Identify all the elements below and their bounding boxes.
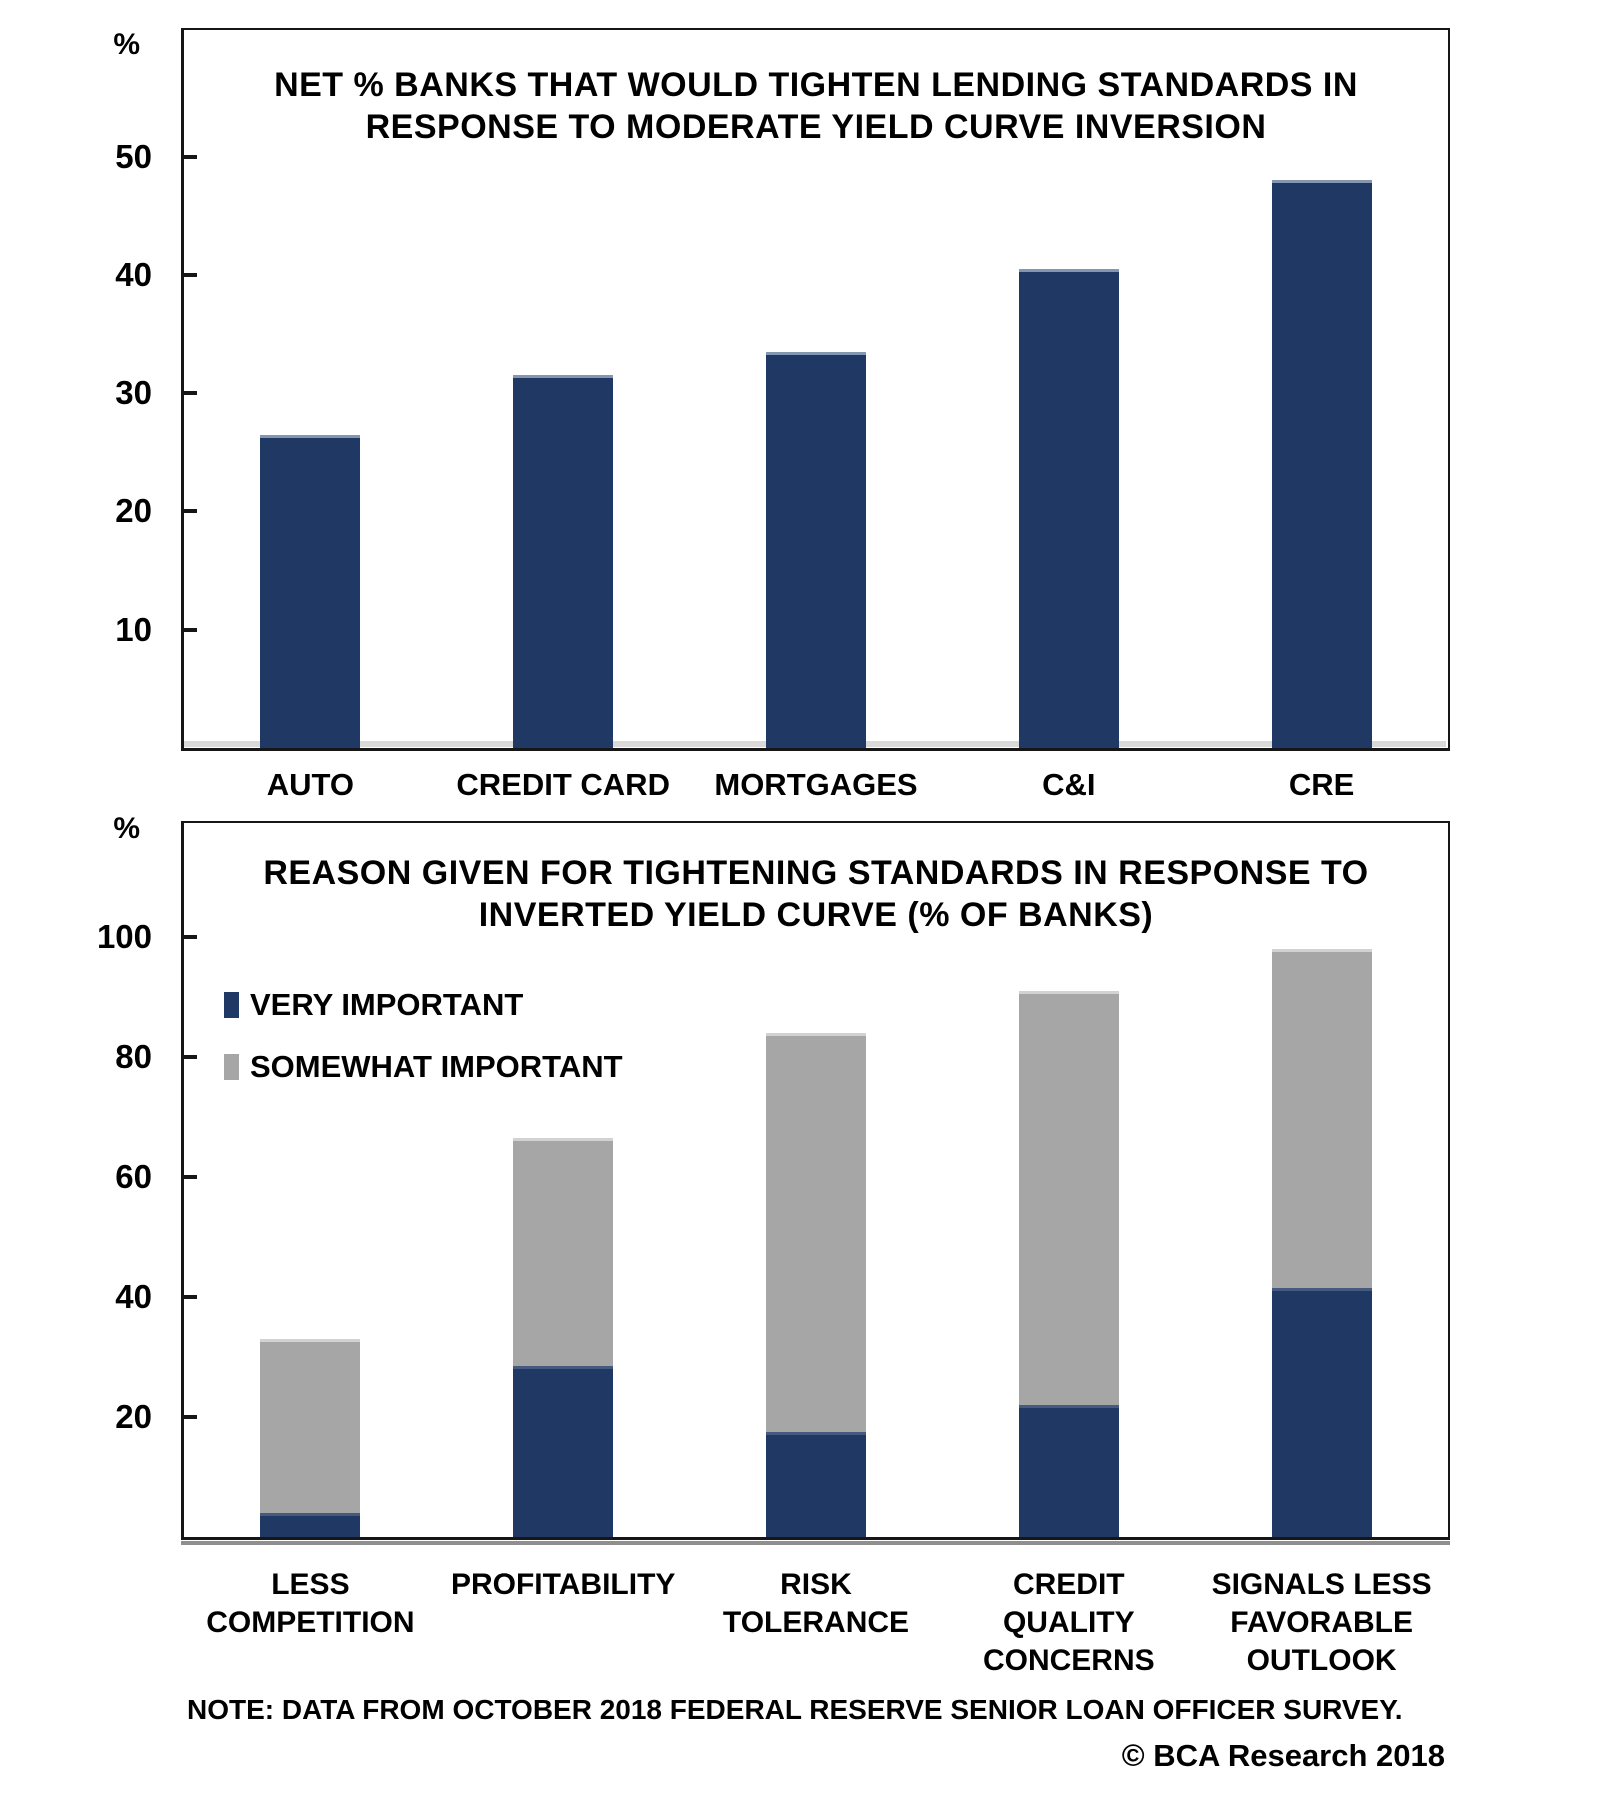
y-tick-mark xyxy=(184,1295,197,1299)
x-category-label-line: TOLERANCE xyxy=(722,1606,910,1639)
y-tick-label: 10 xyxy=(115,610,152,648)
y-tick-mark xyxy=(184,1055,197,1059)
x-category-label-line: CREDIT CARD xyxy=(456,767,670,802)
x-category-label xyxy=(1165,766,1478,804)
bar-segment-somewhat-important xyxy=(260,1339,360,1513)
y-tick-mark xyxy=(184,155,197,159)
bottom-chart-axis-shadow xyxy=(181,1541,1450,1545)
x-category-label-line: CREDIT xyxy=(1012,1568,1125,1601)
x-category-label-line: CRE xyxy=(1288,767,1355,802)
bar-segment-somewhat-important xyxy=(766,1033,866,1432)
source-note: NOTE: DATA FROM OCTOBER 2018 FEDERAL RESERVE SENIOR LOAN OFFICER SURVEY. xyxy=(187,1694,1403,1725)
legend-swatch-very-important xyxy=(224,992,239,1018)
bottom-chart-y-axis-unit: % xyxy=(113,812,140,845)
x-category-label-line: QUALITY xyxy=(1002,1606,1135,1639)
x-category-label-line: SIGNALS LESS xyxy=(1211,1568,1432,1601)
bar-segment-very-important xyxy=(260,1513,360,1537)
y-tick-label: 60 xyxy=(115,1158,152,1195)
y-tick-mark xyxy=(184,628,197,632)
x-category-label-line: LESS xyxy=(271,1568,350,1601)
top-chart-title-line-1: NET % BANKS THAT WOULD TIGHTEN LENDING STANDARDS IN xyxy=(274,66,1358,104)
bar-segment-very-important xyxy=(513,1366,613,1537)
bar xyxy=(260,435,360,748)
x-category-label-line: CONCERNS xyxy=(982,1644,1155,1677)
bar xyxy=(1019,269,1119,748)
x-category-label-line: AUTO xyxy=(266,767,355,802)
bar-segment-very-important xyxy=(766,1432,866,1537)
y-tick-mark xyxy=(184,1175,197,1179)
x-category-label xyxy=(1165,1566,1478,1680)
x-category-label-line: C&I xyxy=(1042,767,1096,802)
bar-segment-somewhat-important xyxy=(1019,991,1119,1405)
bottom-chart-title-line-2: INVERTED YIELD CURVE (% OF BANKS) xyxy=(478,896,1154,934)
y-tick-label: 20 xyxy=(115,1398,152,1435)
x-category-label-line: PROFITABILITY xyxy=(450,1568,676,1601)
x-category-label-line: MORTGAGES xyxy=(714,767,918,802)
top-chart-title xyxy=(184,64,1448,148)
y-tick-mark xyxy=(184,273,197,277)
bottom-chart-title-line-1: REASON GIVEN FOR TIGHTENING STANDARDS IN RESPONSE TO xyxy=(263,854,1369,892)
legend-label-very-important: VERY IMPORTANT xyxy=(250,987,524,1022)
copyright-credit: © BCA Research 2018 xyxy=(1121,1738,1445,1773)
x-category-label-line: OUTLOOK xyxy=(1246,1644,1397,1677)
x-category-label-line: COMPETITION xyxy=(206,1606,415,1639)
bottom-chart-title xyxy=(184,852,1448,936)
y-tick-label: 80 xyxy=(115,1038,152,1075)
bar-segment-somewhat-important xyxy=(1272,949,1372,1288)
y-tick-mark xyxy=(184,509,197,513)
y-tick-mark xyxy=(184,1415,197,1419)
top-chart-title-line-2: RESPONSE TO MODERATE YIELD CURVE INVERSION xyxy=(365,108,1267,146)
bar xyxy=(1272,180,1372,748)
y-tick-label: 20 xyxy=(115,492,152,530)
legend-label-somewhat-important: SOMEWHAT IMPORTANT xyxy=(250,1049,623,1084)
y-tick-label: 40 xyxy=(115,255,152,293)
x-category-label-line: FAVORABLE xyxy=(1230,1606,1413,1639)
bar-segment-very-important xyxy=(1272,1288,1372,1537)
y-tick-label: 40 xyxy=(115,1278,152,1315)
bar-segment-very-important xyxy=(1019,1405,1119,1537)
y-tick-label: 50 xyxy=(115,137,152,175)
bar xyxy=(513,375,613,748)
top-chart-y-axis-unit: % xyxy=(113,28,140,61)
bar xyxy=(766,352,866,748)
y-tick-label: 100 xyxy=(96,918,152,955)
y-tick-label: 30 xyxy=(115,374,152,412)
y-tick-mark xyxy=(184,391,197,395)
x-category-label-line: RISK xyxy=(780,1568,852,1601)
bar-segment-somewhat-important xyxy=(513,1138,613,1366)
legend-swatch-somewhat-important xyxy=(224,1054,239,1080)
